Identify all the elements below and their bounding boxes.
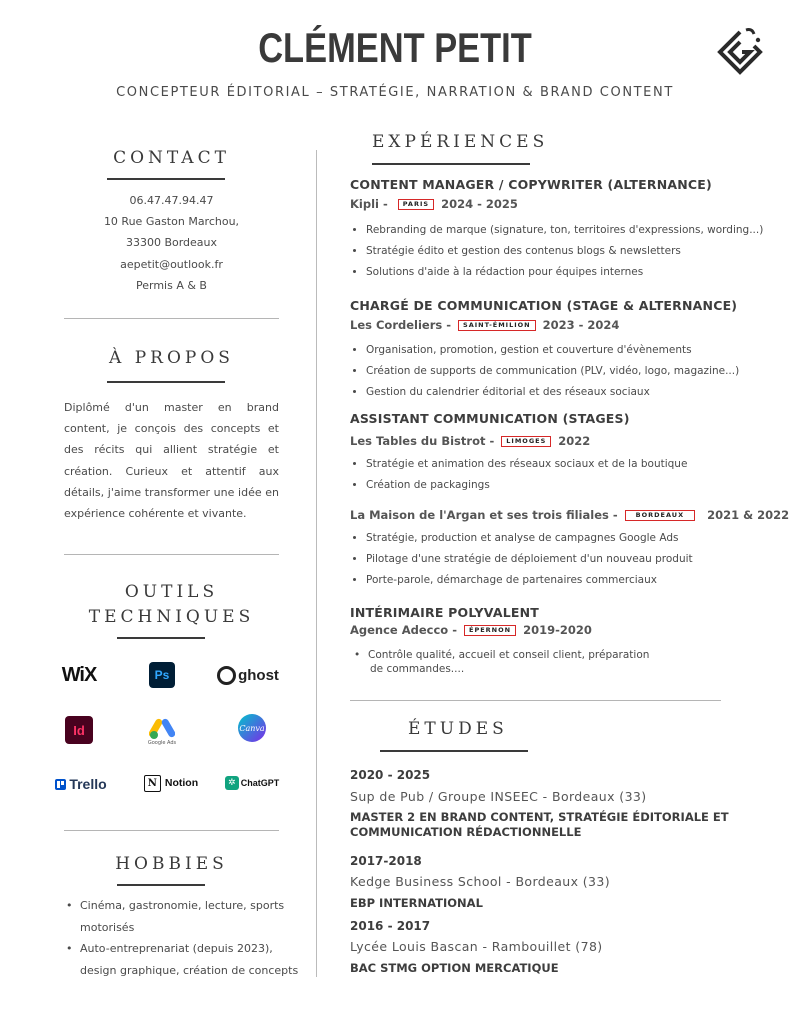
job-dates: 2024 - 2025	[441, 197, 518, 211]
about-text: Diplômé d'un master en brand content, je conçois des concepts et des récits qui allient stratégie et création. Curieux et attentif aux détails, j'aime transformer une idée en expérience cohérente et vivante.	[64, 401, 279, 521]
study-years: 2020 - 2025	[350, 768, 431, 782]
studies-underline	[380, 750, 528, 752]
job-title: CONTENT MANAGER / COPYWRITER (ALTERNANCE)	[350, 177, 712, 192]
list-item: • Contrôle qualité, accueil et conseil client, préparation	[354, 649, 650, 661]
hobbies-title: HOBBIES	[115, 854, 228, 874]
list-item: • Gestion du calendrier éditorial et des réseaux sociaux	[366, 382, 739, 403]
location-badge: SAINT-ÉMILION	[458, 320, 536, 331]
tools-title-line1: OUTILS	[124, 582, 219, 602]
list-item: • Création de packagings	[366, 475, 687, 496]
candidate-name: CLÉMENT PETIT	[258, 24, 532, 71]
list-item: • Stratégie et animation des réseaux sociaux et de la boutique	[366, 454, 687, 475]
list-item: • Porte-parole, démarchage de partenaires commerciaux	[366, 570, 693, 591]
contact-block	[64, 190, 279, 296]
contact-underline	[107, 178, 225, 180]
study-school: Lycée Louis Bascan - Rambouillet (78)	[350, 939, 603, 954]
job-dates: 2021 & 2022	[707, 508, 790, 522]
location-badge: BORDEAUX	[625, 510, 695, 521]
job-company-line	[350, 623, 592, 637]
about-underline	[107, 381, 225, 383]
job-company: Kipli -	[350, 197, 388, 211]
list-item: • Solutions d'aide à la rédaction pour équipes internes	[366, 262, 763, 283]
wix-icon: WiX	[61, 663, 97, 686]
column-divider	[316, 150, 317, 977]
job-bullets	[350, 528, 693, 591]
experiences-underline	[372, 163, 530, 165]
job-company: Les Cordeliers -	[350, 318, 451, 332]
job-company-line	[350, 318, 619, 332]
job-company-line	[350, 197, 518, 211]
contact-email: aepetit@outlook.fr	[120, 257, 223, 271]
monogram-logo-icon	[716, 26, 764, 78]
job-title: CHARGÉ DE COMMUNICATION (STAGE & ALTERNANCE)	[350, 298, 738, 313]
studies-title: ÉTUDES	[408, 719, 508, 739]
study-school: Kedge Business School - Bordeaux (33)	[350, 874, 611, 889]
job-bullets	[350, 340, 739, 403]
tools-underline	[117, 637, 205, 639]
list-item: de commandes....	[370, 663, 465, 675]
study-years: 2016 - 2017	[350, 919, 431, 933]
section-divider	[64, 554, 279, 555]
contact-address-line1: 10 Rue Gaston Marchou,	[103, 215, 240, 229]
chatgpt-icon: ✲ ChatGPT	[222, 772, 282, 794]
list-item: • Organisation, promotion, gestion et couverture d'évènements	[366, 340, 739, 361]
study-years: 2017-2018	[350, 854, 422, 868]
job-company: Les Tables du Bistrot -	[350, 434, 495, 448]
location-badge: LIMOGES	[501, 436, 551, 447]
job-title: ASSISTANT COMMUNICATION (STAGES)	[350, 411, 630, 426]
job-subtitle: CONCEPTEUR ÉDITORIAL – STRATÉGIE, NARRATION & BRAND CONTENT	[116, 85, 674, 100]
contact-address-line2: 33300 Bordeaux	[125, 236, 218, 250]
list-item: • Stratégie édito et gestion des contenus blogs & newsletters	[366, 241, 763, 262]
experiences-title: EXPÉRIENCES	[372, 132, 549, 152]
study-degree: BAC STMG OPTION MERCATIQUE	[350, 961, 559, 975]
list-item: • Auto-entreprenariat (depuis 2023),	[66, 942, 273, 955]
job-company: Agence Adecco -	[350, 623, 457, 637]
hobbies-list	[64, 895, 299, 981]
job-company: La Maison de l'Argan et ses trois filiales -	[350, 508, 618, 522]
location-badge: ÉPERNON	[464, 625, 516, 636]
location-badge: PARIS	[398, 199, 434, 210]
list-item: motorisés	[80, 920, 135, 934]
job-company-line	[350, 434, 590, 448]
section-divider	[64, 830, 279, 831]
study-degree: MASTER 2 EN BRAND CONTENT, STRATÉGIE ÉDITORIALE ET COMMUNICATION RÉDACTIONNELLE	[350, 810, 729, 839]
trello-icon: Trello	[50, 773, 112, 795]
hobbies-underline	[117, 884, 205, 886]
canva-icon: Canva	[238, 714, 266, 742]
about-title: À PROPOS	[109, 348, 234, 368]
contact-title: CONTACT	[113, 148, 230, 168]
job-dates: 2023 - 2024	[542, 318, 620, 332]
section-divider	[350, 700, 721, 701]
notion-icon: N Notion	[140, 772, 202, 794]
list-item: • Stratégie, production et analyse de campagnes Google Ads	[366, 528, 693, 549]
photoshop-icon: Ps	[149, 662, 175, 688]
job-company-line	[350, 508, 789, 522]
job-dates: 2019-2020	[523, 623, 592, 637]
study-degree: EBP INTERNATIONAL	[350, 896, 483, 910]
indesign-icon: Id	[65, 716, 93, 744]
job-dates: 2022	[558, 434, 591, 448]
section-divider	[64, 318, 279, 319]
list-item: • Création de supports de communication (PLV, vidéo, logo, magazine...)	[366, 361, 739, 382]
job-title: INTÉRIMAIRE POLYVALENT	[350, 605, 539, 620]
tools-title-line2: TECHNIQUES	[88, 607, 255, 627]
list-item: design graphique, création de concepts	[80, 963, 299, 977]
list-item: • Pilotage d'une stratégie de déploiement d'un nouveau produit	[366, 549, 693, 570]
job-bullets	[352, 648, 649, 676]
google-ads-icon: Google Ads	[143, 712, 181, 750]
ghost-icon: ghost	[216, 662, 280, 688]
list-item: • Rebranding de marque (signature, ton, territoires d'expressions, wording...)	[366, 220, 763, 241]
list-item: • Cinéma, gastronomie, lecture, sports	[66, 899, 285, 912]
contact-license: Permis A & B	[136, 278, 207, 292]
job-bullets	[350, 220, 763, 283]
contact-phone: 06.47.47.94.47	[129, 194, 214, 207]
study-school: Sup de Pub / Groupe INSEEC - Bordeaux (33)	[350, 789, 647, 804]
job-bullets	[350, 454, 687, 496]
